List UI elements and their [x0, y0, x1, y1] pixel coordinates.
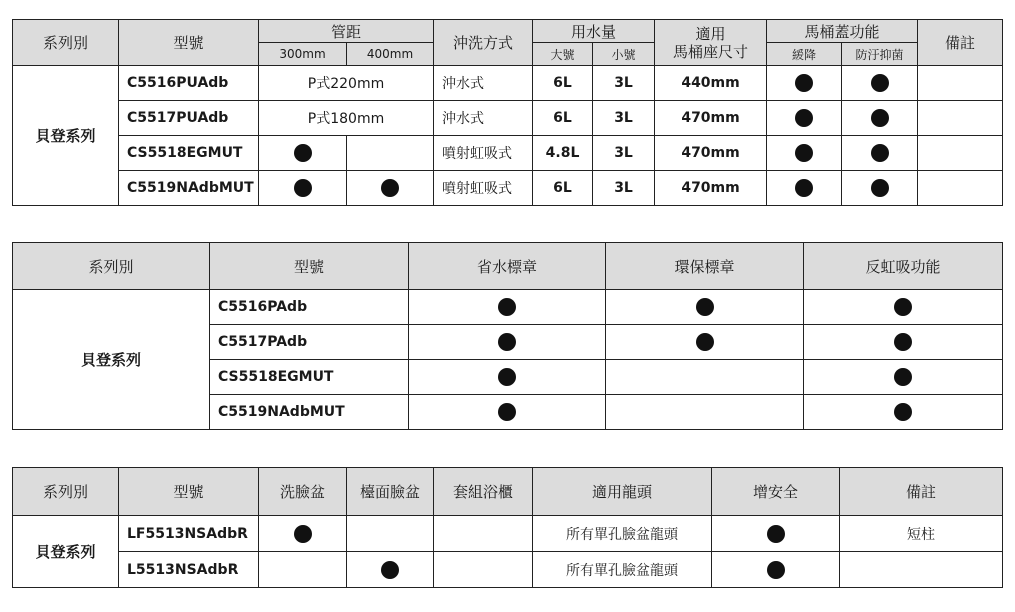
flush-cell: 沖水式 [434, 101, 533, 136]
filled-circle-icon [696, 298, 714, 316]
water-small-cell: 3L [593, 136, 655, 171]
pitch-400-cell [347, 136, 434, 171]
lid-soft-cell [767, 66, 842, 101]
water-saving-cell [409, 325, 606, 360]
filled-circle-icon [381, 179, 399, 197]
water-small-cell: 3L [593, 101, 655, 136]
filled-circle-icon [294, 144, 312, 162]
header-water: 用水量 [533, 20, 655, 43]
pitch-300-cell [259, 136, 347, 171]
header-pitch: 管距 [259, 20, 434, 43]
lid-soft-cell [767, 171, 842, 206]
header-water-large: 大號 [533, 43, 593, 66]
table-row [13, 552, 1003, 588]
pitch-cell: P式220mm [259, 66, 434, 101]
table-row [13, 66, 1003, 101]
filled-circle-icon [767, 525, 785, 543]
lid-antifoul-cell [842, 171, 918, 206]
lid-soft-cell [767, 101, 842, 136]
model-cell: C5516PUAdb [119, 66, 259, 101]
filled-circle-icon [894, 298, 912, 316]
water-large-cell: 6L [533, 66, 593, 101]
filled-circle-icon [294, 525, 312, 543]
cabinet-cell [434, 552, 533, 588]
filled-circle-icon [767, 561, 785, 579]
anti-siphon-cell [804, 290, 1003, 325]
header-model: 型號 [119, 468, 259, 516]
header-model: 型號 [210, 243, 409, 290]
water-saving-cell [409, 395, 606, 430]
model-cell: C5519NAdbMUT [210, 395, 409, 430]
filled-circle-icon [795, 109, 813, 127]
table-row [13, 171, 1003, 206]
seat-cell: 470mm [655, 136, 767, 171]
counter-basin-cell [347, 516, 434, 552]
filled-circle-icon [498, 298, 516, 316]
header-faucet: 適用龍頭 [533, 468, 712, 516]
anti-siphon-cell [804, 395, 1003, 430]
water-saving-cell [409, 360, 606, 395]
counter-basin-cell [347, 552, 434, 588]
header-series: 系列別 [13, 468, 119, 516]
header-pitch-300: 300mm [259, 43, 347, 66]
header-flush-type: 沖洗方式 [434, 20, 533, 66]
header-seat-size [655, 20, 767, 66]
seat-cell: 440mm [655, 66, 767, 101]
model-cell: C5517PAdb [210, 325, 409, 360]
remarks-cell [918, 136, 1003, 171]
table-row [13, 101, 1003, 136]
anti-siphon-cell [804, 325, 1003, 360]
header-counter-basin: 檯面臉盆 [347, 468, 434, 516]
header-safety: 增安全 [712, 468, 840, 516]
filled-circle-icon [795, 74, 813, 92]
eco-cell [606, 325, 804, 360]
lid-soft-cell [767, 136, 842, 171]
flush-cell: 沖水式 [434, 66, 533, 101]
header-lid-soft: 緩降 [767, 43, 842, 66]
header-series: 系列別 [13, 20, 119, 66]
header-lid-antifoul: 防汙抑菌 [842, 43, 918, 66]
model-cell: CS5518EGMUT [119, 136, 259, 171]
filled-circle-icon [894, 403, 912, 421]
lid-antifoul-cell [842, 66, 918, 101]
filled-circle-icon [871, 74, 889, 92]
header-anti-siphon: 反虹吸功能 [804, 243, 1003, 290]
table-row [13, 136, 1003, 171]
water-large-cell: 6L [533, 101, 593, 136]
filled-circle-icon [696, 333, 714, 351]
filled-circle-icon [294, 179, 312, 197]
seat-cell: 470mm [655, 171, 767, 206]
model-cell: C5517PUAdb [119, 101, 259, 136]
faucet-cell: 所有單孔臉盆龍頭 [533, 516, 712, 552]
remarks-cell [840, 552, 1003, 588]
lid-antifoul-cell [842, 101, 918, 136]
table-row [13, 516, 1003, 552]
model-cell: L5513NSAdbR [119, 552, 259, 588]
eco-cell [606, 290, 804, 325]
certification-table [12, 242, 1003, 430]
seat-cell: 470mm [655, 101, 767, 136]
header-pitch-400: 400mm [347, 43, 434, 66]
eco-cell [606, 360, 804, 395]
water-large-cell: 4.8L [533, 136, 593, 171]
flush-cell: 噴射虹吸式 [434, 171, 533, 206]
filled-circle-icon [871, 144, 889, 162]
basin-cell [259, 516, 347, 552]
header-lid: 馬桶蓋功能 [767, 20, 918, 43]
water-small-cell: 3L [593, 66, 655, 101]
model-cell: C5519NAdbMUT [119, 171, 259, 206]
filled-circle-icon [795, 144, 813, 162]
filled-circle-icon [894, 368, 912, 386]
flush-cell: 噴射虹吸式 [434, 136, 533, 171]
filled-circle-icon [498, 403, 516, 421]
filled-circle-icon [894, 333, 912, 351]
toilet-spec-table [12, 19, 1003, 206]
series-cell: 貝登系列 [13, 290, 210, 430]
faucet-cell: 所有單孔臉盆龍頭 [533, 552, 712, 588]
remarks-cell [918, 66, 1003, 101]
header-basin: 洗臉盆 [259, 468, 347, 516]
header-remarks: 備註 [918, 20, 1003, 66]
model-cell: LF5513NSAdbR [119, 516, 259, 552]
safety-cell [712, 552, 840, 588]
water-large-cell: 6L [533, 171, 593, 206]
header-water-saving: 省水標章 [409, 243, 606, 290]
header-seat-size-line1: 適用 [695, 24, 726, 43]
header-eco: 環保標章 [606, 243, 804, 290]
remarks-cell [918, 171, 1003, 206]
filled-circle-icon [795, 179, 813, 197]
header-seat-size-line2: 馬桶座尺寸 [673, 42, 749, 61]
filled-circle-icon [498, 333, 516, 351]
eco-cell [606, 395, 804, 430]
cabinet-cell [434, 516, 533, 552]
model-cell: CS5518EGMUT [210, 360, 409, 395]
pitch-300-cell [259, 171, 347, 206]
series-cell: 貝登系列 [13, 66, 119, 206]
filled-circle-icon [381, 561, 399, 579]
water-small-cell: 3L [593, 171, 655, 206]
header-model: 型號 [119, 20, 259, 66]
basin-spec-table [12, 467, 1003, 588]
safety-cell [712, 516, 840, 552]
header-remarks: 備註 [840, 468, 1003, 516]
series-cell: 貝登系列 [13, 516, 119, 588]
header-water-small: 小號 [593, 43, 655, 66]
model-cell: C5516PAdb [210, 290, 409, 325]
lid-antifoul-cell [842, 136, 918, 171]
header-cabinet: 套組浴櫃 [434, 468, 533, 516]
anti-siphon-cell [804, 360, 1003, 395]
filled-circle-icon [871, 109, 889, 127]
filled-circle-icon [498, 368, 516, 386]
basin-cell [259, 552, 347, 588]
table-row [13, 290, 1003, 325]
remarks-cell [918, 101, 1003, 136]
pitch-cell: P式180mm [259, 101, 434, 136]
water-saving-cell [409, 290, 606, 325]
filled-circle-icon [871, 179, 889, 197]
pitch-400-cell [347, 171, 434, 206]
remarks-cell: 短柱 [840, 516, 1003, 552]
header-series: 系列別 [13, 243, 210, 290]
